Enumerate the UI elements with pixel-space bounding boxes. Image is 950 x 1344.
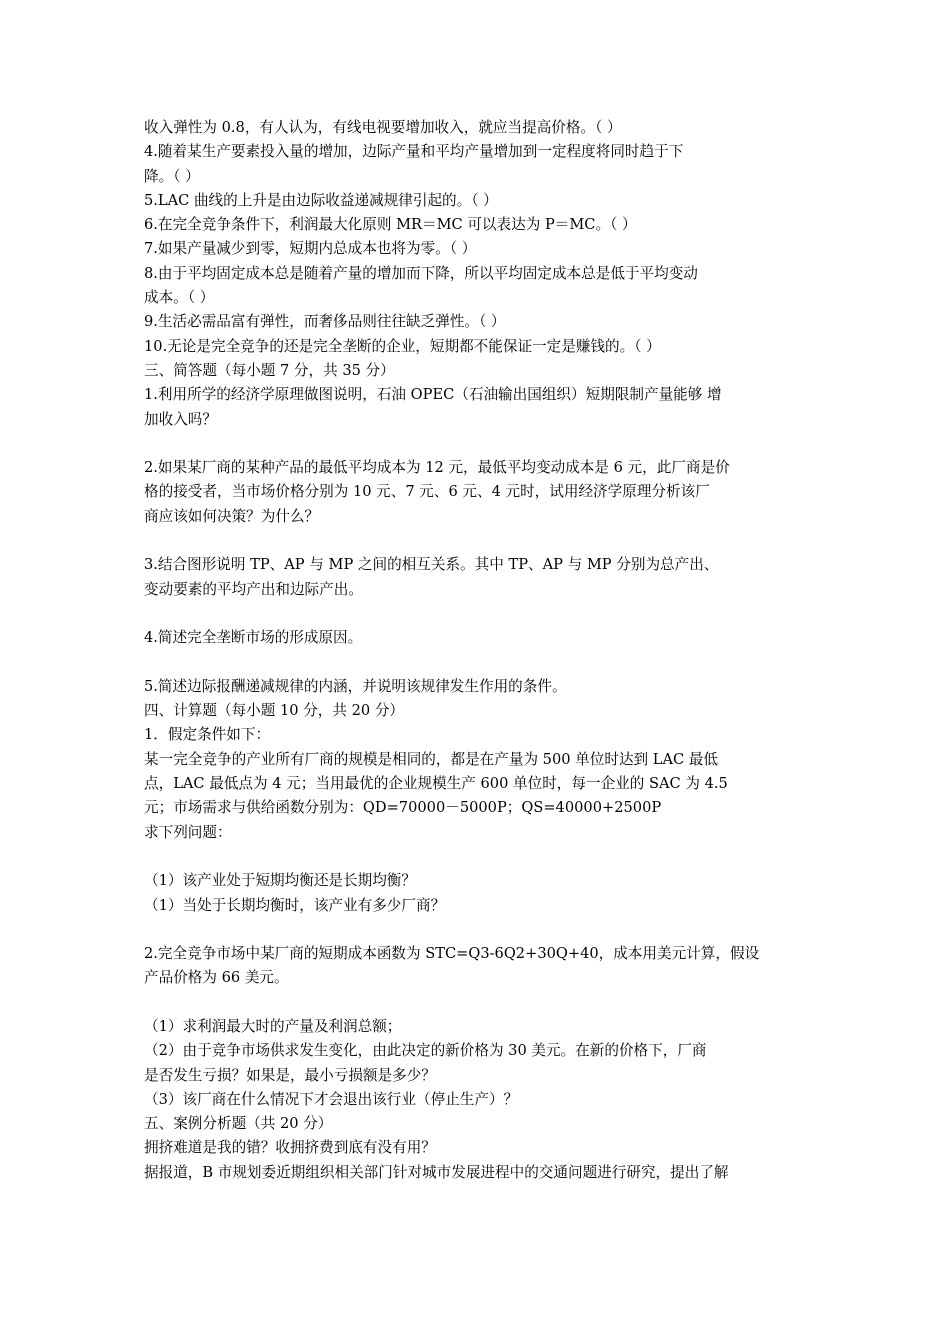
text-line: 加收入吗？ [144,410,217,428]
section-heading: 五、案例分析题（共 20 分） [144,1115,333,1133]
text-line: 产品价格为 66 美元。 [144,969,289,987]
text-line: 1.利用所学的经济学原理做图说明，石油 OPEC（石油输出国组织）短期限制产量能够 增 [144,386,722,404]
text-line: 求下列问题： [144,823,232,841]
text-line: 10.无论是完全竞争的还是完全垄断的企业，短期都不能保证一定是赚钱的。（ ） [144,337,661,355]
text-line: 4.随着某生产要素投入量的增加，边际产量和平均产量增加到一定程度将同时趋于下 [144,143,684,161]
text-line: （1）该产业处于短期均衡还是长期均衡？ [144,872,416,890]
text-line: 拥挤难道是我的错？收拥挤费到底有没有用？ [144,1139,436,1157]
text-line: 元；市场需求与供给函数分别为：QD=70000－5000P；QS=40000+2500P [144,799,662,817]
text-line: 是否发生亏损？如果是，最小亏损额是多少？ [144,1066,436,1084]
section-heading: 四、计算题（每小题 10 分，共 20 分） [144,702,405,720]
text-line: 收入弹性为 0.8，有人认为，有线电视要增加收入，就应当提高价格。（ ） [144,119,622,136]
text-line: 点，LAC 最低点为 4 元；当用最优的企业规模生产 600 单位时，每一企业的 SAC 为 4.5 [144,775,728,793]
blank-line [144,991,814,1015]
text-line: 3.结合图形说明 TP、AP 与 MP 之间的相互关系。其中 TP、AP 与 MP 分别为总产出、 [144,556,719,574]
text-line: 5.LAC 曲线的上升是由边际收益递减规律引起的。（ ） [144,191,498,209]
blank-line [144,529,814,553]
text-line: 5.简述边际报酬递减规律的内涵，并说明该规律发生作用的条件。 [144,677,567,695]
text-line: 成本。（ ） [144,289,215,307]
text-line: （2）由于竞争市场供求发生变化，由此决定的新价格为 30 美元。在新的价格下，厂商 [144,1042,707,1060]
document-body [144,116,814,1185]
blank-line [144,432,814,456]
text-line: （1）当处于长期均衡时，该产业有多少厂商？ [144,896,446,914]
text-line: 据报道，B 市规划委近期组织相关部门针对城市发展进程中的交通问题进行研究，提出了解 [144,1163,729,1181]
text-line: 格的接受者，当市场价格分别为 10 元、7 元、6 元、4 元时，试用经济学原理分析该厂 [144,483,710,501]
text-line: 4.简述完全垄断市场的形成原因。 [144,629,363,647]
text-line: 2.如果某厂商的某种产品的最低平均成本为 12 元，最低平均变动成本是 6 元，此厂商是价 [144,459,730,477]
section-heading: 三、简答题（每小题 7 分，共 35 分） [144,361,395,379]
text-line: 某一完全竞争的产业所有厂商的规模是相同的，都是在产量为 500 单位时达到 LAC 最低 [144,750,718,768]
text-line: 9.生活必需品富有弹性，而奢侈品则往往缺乏弹性。（ ） [144,313,506,331]
blank-line [144,602,814,626]
text-line: 6.在完全竞争条件下，利润最大化原则 MR＝MC 可以表达为 P＝MC。（ ） [144,216,637,234]
text-line: 变动要素的平均产出和边际产出。 [144,580,363,598]
blank-line [144,651,814,675]
text-line: 1．假定条件如下： [144,726,271,744]
text-line: （1）求利润最大时的产量及利润总额； [144,1017,402,1035]
text-line: 7.如果产量减少到零，短期内总成本也将为零。（ ） [144,240,477,258]
text-line: 商应该如何决策？为什么？ [144,507,320,525]
text-line: （3）该厂商在什么情况下才会退出该行业（停止生产）？ [144,1090,519,1108]
blank-line [144,845,814,869]
text-line: 降。（ ） [144,167,200,185]
blank-line [144,918,814,942]
text-line: 2.完全竞争市场中某厂商的短期成本函数为 STC=Q3-6Q2+30Q+40，成本用美元计算，假设 [144,945,760,963]
text-line: 8.由于平均固定成本总是随着产量的增加而下降，所以平均固定成本总是低于平均变动 [144,264,698,282]
